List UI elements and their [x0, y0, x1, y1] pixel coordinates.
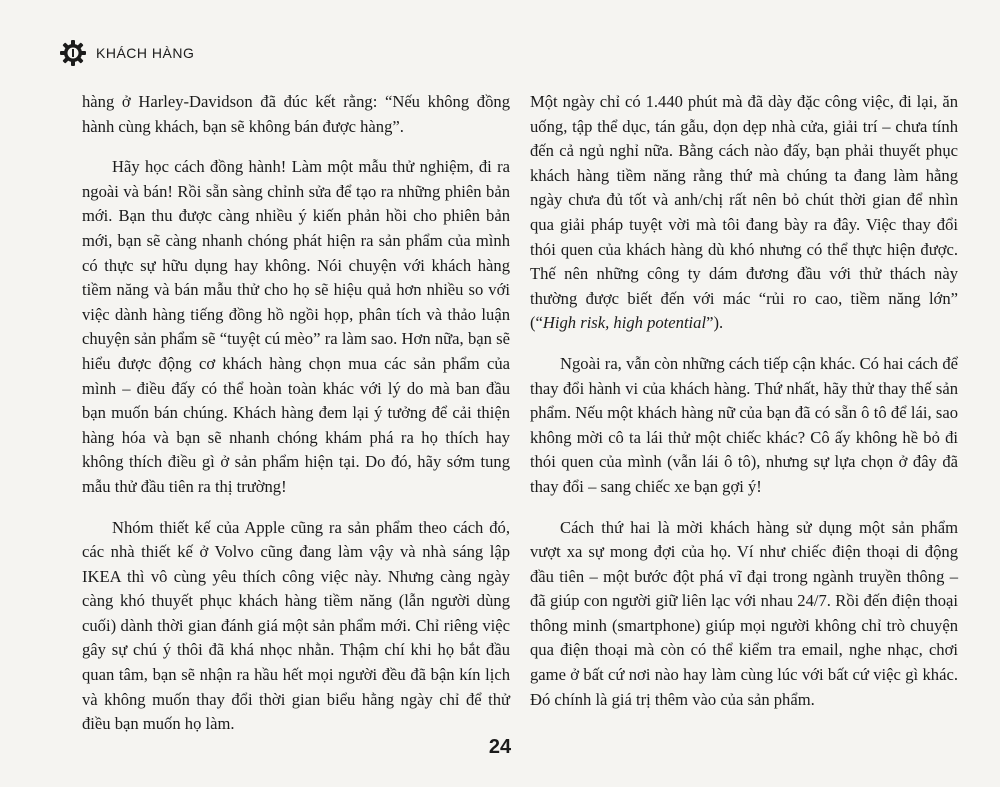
right-column — [530, 90, 958, 722]
page-number: 24 — [488, 736, 512, 758]
gear-icon — [60, 40, 86, 66]
paragraph: Hãy học cách đồng hành! Làm một mẫu thử nghiệm, đi ra ngoài và bán! Rồi sẵn sàng chỉnh sửa để tạo ra những phiên bản mới. Bạn thu được càng nhiều ý kiến phản hồi cho phiên bản mới, bạn sẽ càng nhanh chóng phát hiện ra sản phẩm của mình có thực sự hữu dụng hay không. Nói chuyện với khách hàng tiềm năng và bán mẫu thử cho họ sẽ hiệu quả hơn nhiều so với việc dành hàng tiếng đồng hồ ngồi họp, phân tích và thảo luận chuyện sản phẩm sẽ “tuyệt cú mèo” ra làm sao. Hơn nữa, bạn sẽ hiểu được động cơ khách hàng chọn mua các sản phẩm của mình – điều đấy có thể hoàn toàn khác với lý do mà ban đầu bạn muốn bán chúng. Khách hàng đem lại ý tưởng để cải thiện hàng hóa và bạn sẽ nhanh chóng khám phá ra họ thích hay không thích điều gì ở sản phẩm hiện tại. Do đó, hãy sớm tung mẫu thử đầu tiên ra thị trường! — [82, 157, 510, 496]
chapter-title: KHÁCH HÀNG — [96, 45, 195, 61]
left-column — [82, 90, 510, 734]
paragraph: Nhóm thiết kế của Apple cũng ra sản phẩm theo cách đó, các nhà thiết kế ở Volvo cũng đang làm vậy và nhà sáng lập IKEA thì vô cùng yêu thích công việc này. Nhưng càng ngày càng khó thuyết phục khách hàng tiềm năng (lẫn người dùng cuối) dành thời gian đánh giá một sản phẩm mới. Chỉ riêng việc gây sự chú ý thôi đã khá nhọc nhằn. Thậm chí khi họ bắt đầu quan tâm, bạn sẽ nhận ra hầu hết mọi người đều đã bận kín lịch và không muốn thay đổi thời gian biểu hằng ngày chỉ để thử điều bạn muốn họ làm. — [82, 517, 510, 734]
italic-phrase: High risk, high potential — [542, 313, 707, 333]
paragraph — [530, 90, 958, 336]
paragraph: Ngoài ra, vẫn còn những cách tiếp cận khác. Có hai cách để thay đổi hành vi của khách hàng. Thứ nhất, hãy thử thay thế sản phẩm. Nếu một khách hàng nữ của bạn đã có sẵn ô tô để lái, sao không mời cô ta lái thử một chiếc khác? Cô ấy không hề bỏ đi thói quen của mình (vẫn lái ô tô), nhưng sự lựa chọn ở đây đã thay đổi – sang chiếc xe bạn gợi ý! — [530, 353, 958, 496]
text-columns — [82, 90, 958, 734]
paragraph-text: ”). — [706, 313, 724, 333]
paragraph: Cách thứ hai là mời khách hàng sử dụng một sản phẩm vượt xa sự mong đợi của họ. Ví như chiếc điện thoại di động đầu tiên – một bước đột phá vĩ đại trong ngành truyền thông – đã giúp con người giữ liên lạc với nhau 24/7. Rồi đến điện thoại thông minh (smartphone) giúp mọi người không chỉ trò chuyện qua điện thoại mà còn có thể kiểm tra email, nghe nhạc, chơi game ở bất cứ nơi nào hay làm cùng lúc với bất cứ việc gì khác. Đó chính là giá trị thêm vào của sản phẩm. — [530, 517, 958, 709]
paragraph-text: Một ngày chỉ có 1.440 phút mà đã dày đặc công việc, đi lại, ăn uống, tập thể dục, tán gẫu, dọn dẹp nhà cửa, giải trí – chưa tính đến cả ngủ nghỉ nữa. Bằng cách nào đấy, bạn phải thuyết phục khách hàng tiềm năng rằng thứ mà chúng ta đang làm hằng ngày chưa đủ tốt và anh/chị rất nên bỏ chút thời gian để nhìn qua giải pháp tuyệt vời mà tôi đang bày ra đây. Việc thay đổi thói quen của khách hàng dù khó nhưng có thể thực hiện được. Thế nên những công ty dám đương đầu với thử thách này thường được biết đến với mác “rủi ro cao, tiềm năng lớn” (“ — [530, 92, 958, 333]
running-header — [60, 40, 194, 66]
paragraph: hàng ở Harley-Davidson đã đúc kết rằng: “Nếu không đồng hành cùng khách, bạn sẽ không bán được hàng”. — [82, 92, 510, 136]
